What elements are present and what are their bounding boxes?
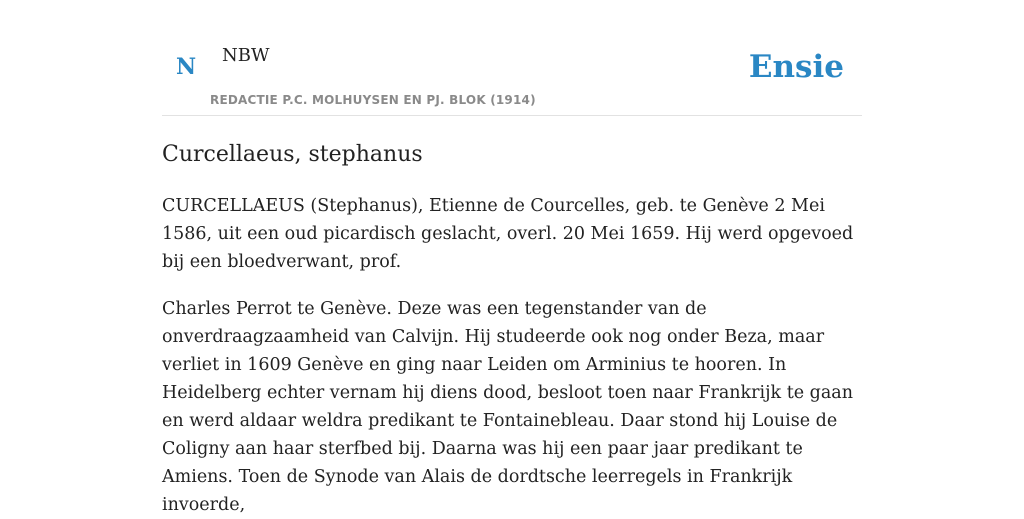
source-editors: REDACTIE P.C. MOLHUYSEN EN PJ. BLOK (1914) — [210, 93, 536, 107]
brand-logo[interactable]: Ensie — [748, 49, 844, 85]
article-title: Curcellaeus, stephanus — [162, 142, 423, 167]
source-logo[interactable]: N — [176, 54, 197, 80]
article-paragraph: CURCELLAEUS (Stephanus), Etienne de Courcelles, geb. te Genève 2 Mei 1586, uit een oud picardisch geslacht, overl. 20 Mei 1659. Hij werd opgevoed bij een bloedverwant, prof. — [162, 196, 854, 272]
article-paragraph: Charles Perrot te Genève. Deze was een tegenstander van de onverdraagzaamheid van Calvijn. Hij studeerde ook nog onder Beza, maar verliet in 1609 Genève en ging naar Leiden om Arminius te hooren. In Heidelberg echter vernam hij diens dood, besloot toen naar Frankrijk te gaan en werd aldaar weldra predikant te Fontainebleau. Daar stond hij Louise de Coligny aan haar sterfbed bij. Daarna was hij een paar jaar predikant te Amiens. Toen de Synode van Alais de dordtsche leerregels in Frankrijk invoerde, — [162, 299, 853, 515]
source-name[interactable]: NBW — [222, 45, 270, 66]
header — [162, 0, 862, 116]
